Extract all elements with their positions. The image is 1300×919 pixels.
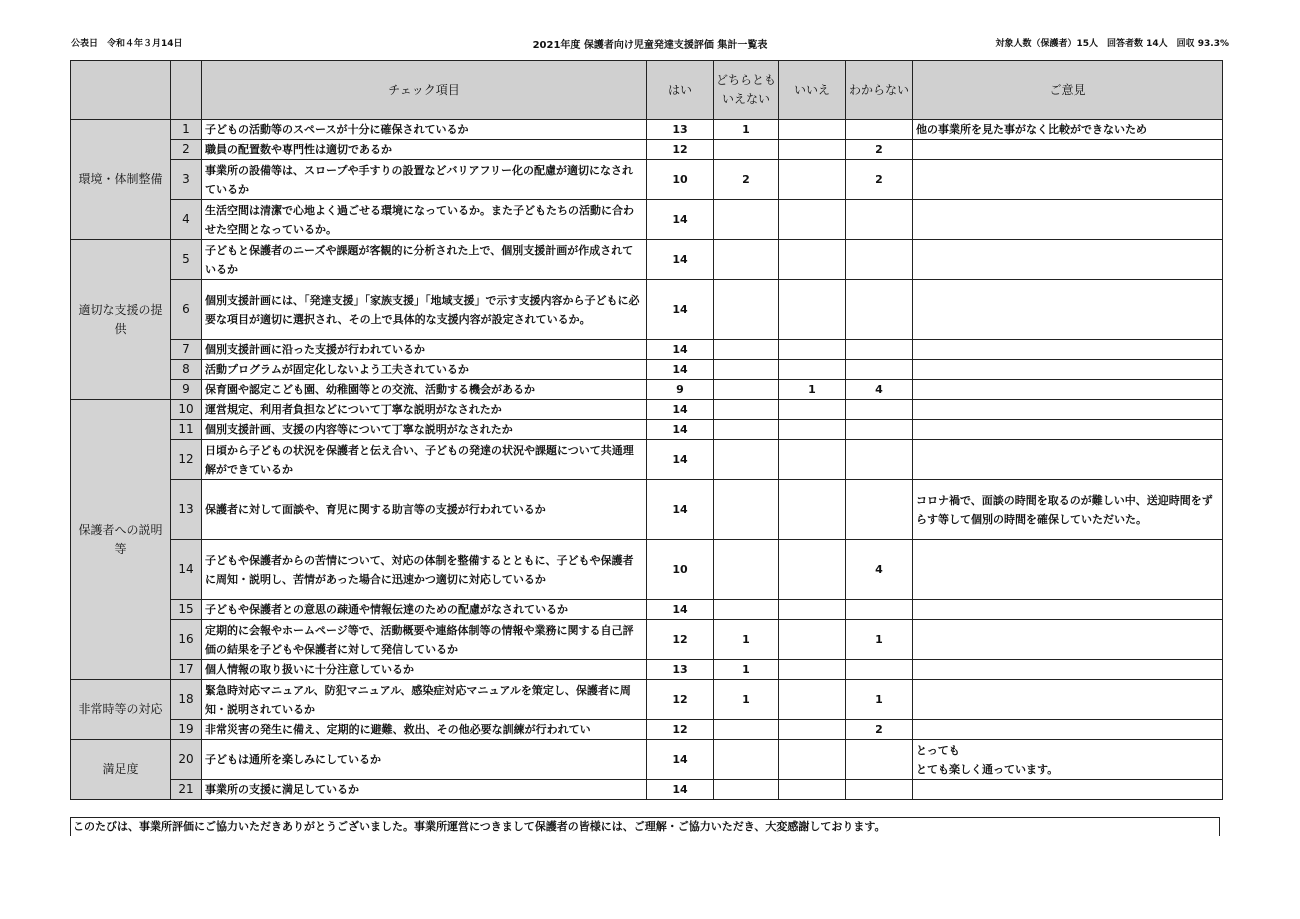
item-number: 7 bbox=[171, 340, 202, 360]
no-count bbox=[779, 240, 846, 280]
neutral-count bbox=[714, 200, 779, 240]
unknown-count bbox=[846, 340, 913, 360]
yes-count: 13 bbox=[647, 660, 714, 680]
item-number: 10 bbox=[171, 400, 202, 420]
table-row bbox=[71, 780, 1223, 800]
no-count bbox=[779, 340, 846, 360]
no-count bbox=[779, 160, 846, 200]
item-number: 4 bbox=[171, 200, 202, 240]
header-row bbox=[71, 61, 1223, 120]
comment-cell bbox=[913, 360, 1223, 380]
evaluation-table bbox=[70, 60, 1223, 800]
item-number: 5 bbox=[171, 240, 202, 280]
no-count bbox=[779, 200, 846, 240]
unknown-count bbox=[846, 280, 913, 340]
comment-cell bbox=[913, 780, 1223, 800]
item-number: 2 bbox=[171, 140, 202, 160]
table-row bbox=[71, 160, 1223, 200]
no-count bbox=[779, 780, 846, 800]
comment-cell: とっても とても楽しく通っています。 bbox=[913, 740, 1223, 780]
category-cell: 満足度 bbox=[71, 740, 171, 800]
item-text: 活動プログラムが固定化しないよう工夫されているか bbox=[202, 360, 647, 380]
item-text: 子どもと保護者のニーズや課題が客観的に分析された上で、個別支援計画が作成されているか bbox=[202, 240, 647, 280]
item-text: 事業所の支援に満足しているか bbox=[202, 780, 647, 800]
comment-cell bbox=[913, 140, 1223, 160]
no-header: いいえ bbox=[779, 61, 846, 120]
table-row bbox=[71, 660, 1223, 680]
item-text: 非常災害の発生に備え、定期的に避難、救出、その他必要な訓練が行われてい bbox=[202, 720, 647, 740]
neutral-count bbox=[714, 280, 779, 340]
table-row bbox=[71, 680, 1223, 720]
comment-cell bbox=[913, 680, 1223, 720]
yes-count: 14 bbox=[647, 200, 714, 240]
neutral-count bbox=[714, 140, 779, 160]
item-number: 8 bbox=[171, 360, 202, 380]
table-row bbox=[71, 400, 1223, 420]
neutral-count bbox=[714, 780, 779, 800]
no-count bbox=[779, 440, 846, 480]
table-row bbox=[71, 620, 1223, 660]
item-text: 個別支援計画には、「発達支援」「家族支援」「地域支援」で示す支援内容から子どもに必要な項目が適切に選択され、その上で具体的な支援内容が設定されているか。 bbox=[202, 280, 647, 340]
yes-count: 14 bbox=[647, 780, 714, 800]
no-count bbox=[779, 360, 846, 380]
yes-count: 14 bbox=[647, 400, 714, 420]
item-number: 19 bbox=[171, 720, 202, 740]
yes-count: 14 bbox=[647, 360, 714, 380]
no-count: 1 bbox=[779, 380, 846, 400]
item-text: 保護者に対して面談や、育児に関する助言等の支援が行われているか bbox=[202, 480, 647, 540]
comment-cell bbox=[913, 200, 1223, 240]
no-count bbox=[779, 480, 846, 540]
table-row bbox=[71, 720, 1223, 740]
yes-header: はい bbox=[647, 61, 714, 120]
table-row bbox=[71, 240, 1223, 280]
comment-cell bbox=[913, 420, 1223, 440]
no-count bbox=[779, 280, 846, 340]
comment-cell bbox=[913, 400, 1223, 420]
table-row bbox=[71, 140, 1223, 160]
neutral-count bbox=[714, 440, 779, 480]
item-text: 緊急時対応マニュアル、防犯マニュアル、感染症対応マニュアルを策定し、保護者に周知・説明されているか bbox=[202, 680, 647, 720]
yes-count: 14 bbox=[647, 340, 714, 360]
yes-count: 14 bbox=[647, 440, 714, 480]
no-count bbox=[779, 660, 846, 680]
unknown-count bbox=[846, 660, 913, 680]
item-text: 個別支援計画に沿った支援が行われているか bbox=[202, 340, 647, 360]
unknown-count bbox=[846, 480, 913, 540]
item-header: チェック項目 bbox=[202, 61, 647, 120]
neutral-count bbox=[714, 600, 779, 620]
page-title: 2021年度 保護者向け児童発達支援評価 集計一覧表 bbox=[532, 40, 768, 51]
neutral-count: 2 bbox=[714, 160, 779, 200]
table-row bbox=[71, 740, 1223, 780]
item-number: 18 bbox=[171, 680, 202, 720]
yes-count: 14 bbox=[647, 740, 714, 780]
comment-cell bbox=[913, 440, 1223, 480]
yes-count: 14 bbox=[647, 480, 714, 540]
unknown-count bbox=[846, 780, 913, 800]
no-count bbox=[779, 400, 846, 420]
number-header bbox=[171, 61, 202, 120]
no-count bbox=[779, 600, 846, 620]
no-count bbox=[779, 540, 846, 600]
comment-cell bbox=[913, 600, 1223, 620]
table-row bbox=[71, 480, 1223, 540]
neutral-count: 1 bbox=[714, 120, 779, 140]
yes-count: 9 bbox=[647, 380, 714, 400]
no-count bbox=[779, 620, 846, 660]
neutral-count bbox=[714, 340, 779, 360]
item-number: 1 bbox=[171, 120, 202, 140]
unknown-count bbox=[846, 600, 913, 620]
comment-cell bbox=[913, 540, 1223, 600]
yes-count: 12 bbox=[647, 620, 714, 660]
comment-header: ご意見 bbox=[913, 61, 1223, 120]
item-number: 14 bbox=[171, 540, 202, 600]
neutral-count: 1 bbox=[714, 620, 779, 660]
neutral-count bbox=[714, 240, 779, 280]
category-header bbox=[71, 61, 171, 120]
comment-cell bbox=[913, 620, 1223, 660]
neutral-count bbox=[714, 740, 779, 780]
item-number: 9 bbox=[171, 380, 202, 400]
neutral-count bbox=[714, 360, 779, 380]
comment-cell bbox=[913, 720, 1223, 740]
yes-count: 10 bbox=[647, 160, 714, 200]
table-row bbox=[71, 420, 1223, 440]
item-text: 個人情報の取り扱いに十分注意しているか bbox=[202, 660, 647, 680]
item-number: 17 bbox=[171, 660, 202, 680]
no-count bbox=[779, 740, 846, 780]
yes-count: 12 bbox=[647, 720, 714, 740]
no-count bbox=[779, 420, 846, 440]
neutral-header: どちらともいえない bbox=[714, 61, 779, 120]
item-number: 11 bbox=[171, 420, 202, 440]
unknown-count bbox=[846, 740, 913, 780]
unknown-count: 1 bbox=[846, 620, 913, 660]
table-row bbox=[71, 280, 1223, 340]
item-number: 21 bbox=[171, 780, 202, 800]
comment-cell bbox=[913, 340, 1223, 360]
comment-cell: 他の事業所を見た事がなく比較ができないため bbox=[913, 120, 1223, 140]
item-text: 子どもや保護者との意思の疎通や情報伝達のための配慮がなされているか bbox=[202, 600, 647, 620]
table-row bbox=[71, 340, 1223, 360]
published-date: 公表日 令和４年３月14日 bbox=[71, 39, 183, 49]
table-row bbox=[71, 120, 1223, 140]
item-text: 子どもは通所を楽しみにしているか bbox=[202, 740, 647, 780]
item-text: 日頃から子どもの状況を保護者と伝え合い、子どもの発達の状況や課題について共通理解ができているか bbox=[202, 440, 647, 480]
unknown-count bbox=[846, 240, 913, 280]
category-cell: 適切な支援の提供 bbox=[71, 240, 171, 400]
neutral-count: 1 bbox=[714, 680, 779, 720]
unknown-count: 4 bbox=[846, 380, 913, 400]
category-cell: 環境・体制整備 bbox=[71, 120, 171, 240]
unknown-count: 1 bbox=[846, 680, 913, 720]
neutral-count bbox=[714, 540, 779, 600]
table-row bbox=[71, 360, 1223, 380]
item-number: 6 bbox=[171, 280, 202, 340]
category-cell: 保護者への説明等 bbox=[71, 400, 171, 680]
neutral-count bbox=[714, 420, 779, 440]
yes-count: 14 bbox=[647, 600, 714, 620]
comment-cell bbox=[913, 280, 1223, 340]
table-row bbox=[71, 380, 1223, 400]
unknown-count bbox=[846, 420, 913, 440]
no-count bbox=[779, 140, 846, 160]
unknown-count bbox=[846, 200, 913, 240]
comment-cell bbox=[913, 660, 1223, 680]
item-number: 16 bbox=[171, 620, 202, 660]
item-text: 個別支援計画、支援の内容等について丁寧な説明がなされたか bbox=[202, 420, 647, 440]
no-count bbox=[779, 680, 846, 720]
item-text: 職員の配置数や専門性は適切であるか bbox=[202, 140, 647, 160]
comment-cell bbox=[913, 240, 1223, 280]
item-number: 20 bbox=[171, 740, 202, 780]
neutral-count bbox=[714, 480, 779, 540]
item-text: 定期的に会報やホームページ等で、活動概要や連絡体制等の情報や業務に関する自己評価の結果を子どもや保護者に対して発信しているか bbox=[202, 620, 647, 660]
unknown-count: 4 bbox=[846, 540, 913, 600]
item-number: 12 bbox=[171, 440, 202, 480]
unknown-count bbox=[846, 440, 913, 480]
yes-count: 14 bbox=[647, 280, 714, 340]
item-text: 運営規定、利用者負担などについて丁寧な説明がなされたか bbox=[202, 400, 647, 420]
comment-cell: コロナ禍で、面談の時間を取るのが難しい中、送迎時間をずらす等して個別の時間を確保していただいた。 bbox=[913, 480, 1223, 540]
yes-count: 12 bbox=[647, 680, 714, 720]
no-count bbox=[779, 120, 846, 140]
yes-count: 12 bbox=[647, 140, 714, 160]
item-text: 保育園や認定こども園、幼稚園等との交流、活動する機会があるか bbox=[202, 380, 647, 400]
respondent-stats: 対象人数（保護者）15人 回答者数 14人 回収 93.3% bbox=[995, 39, 1229, 49]
table-row bbox=[71, 440, 1223, 480]
yes-count: 14 bbox=[647, 420, 714, 440]
comment-cell bbox=[913, 380, 1223, 400]
item-number: 3 bbox=[171, 160, 202, 200]
no-count bbox=[779, 720, 846, 740]
neutral-count: 1 bbox=[714, 660, 779, 680]
unknown-header: わからない bbox=[846, 61, 913, 120]
item-text: 子どもの活動等のスペースが十分に確保されているか bbox=[202, 120, 647, 140]
comment-cell bbox=[913, 160, 1223, 200]
unknown-count: 2 bbox=[846, 720, 913, 740]
item-number: 13 bbox=[171, 480, 202, 540]
neutral-count bbox=[714, 720, 779, 740]
item-text: 生活空間は清潔で心地よく過ごせる環境になっているか。また子どもたちの活動に合わせた空間となっているか。 bbox=[202, 200, 647, 240]
item-text: 事業所の設備等は、スロープや手すりの設置などバリアフリー化の配慮が適切になされているか bbox=[202, 160, 647, 200]
yes-count: 10 bbox=[647, 540, 714, 600]
unknown-count bbox=[846, 400, 913, 420]
unknown-count: 2 bbox=[846, 160, 913, 200]
category-cell: 非常時等の対応 bbox=[71, 680, 171, 740]
table-row bbox=[71, 600, 1223, 620]
neutral-count bbox=[714, 380, 779, 400]
table-row bbox=[71, 540, 1223, 600]
yes-count: 14 bbox=[647, 240, 714, 280]
item-text: 子どもや保護者からの苦情について、対応の体制を整備するとともに、子どもや保護者に周知・説明し、苦情があった場合に迅速かつ適切に対応しているか bbox=[202, 540, 647, 600]
unknown-count bbox=[846, 360, 913, 380]
unknown-count bbox=[846, 120, 913, 140]
table-row bbox=[71, 200, 1223, 240]
neutral-count bbox=[714, 400, 779, 420]
yes-count: 13 bbox=[647, 120, 714, 140]
unknown-count: 2 bbox=[846, 140, 913, 160]
item-number: 15 bbox=[171, 600, 202, 620]
footer-message: このたびは、事業所評価にご協力いただきありがとうございました。事業所運営につきまして保護者の皆様には、ご理解・ご協力いただき、大変感謝しております。 bbox=[70, 817, 1220, 836]
